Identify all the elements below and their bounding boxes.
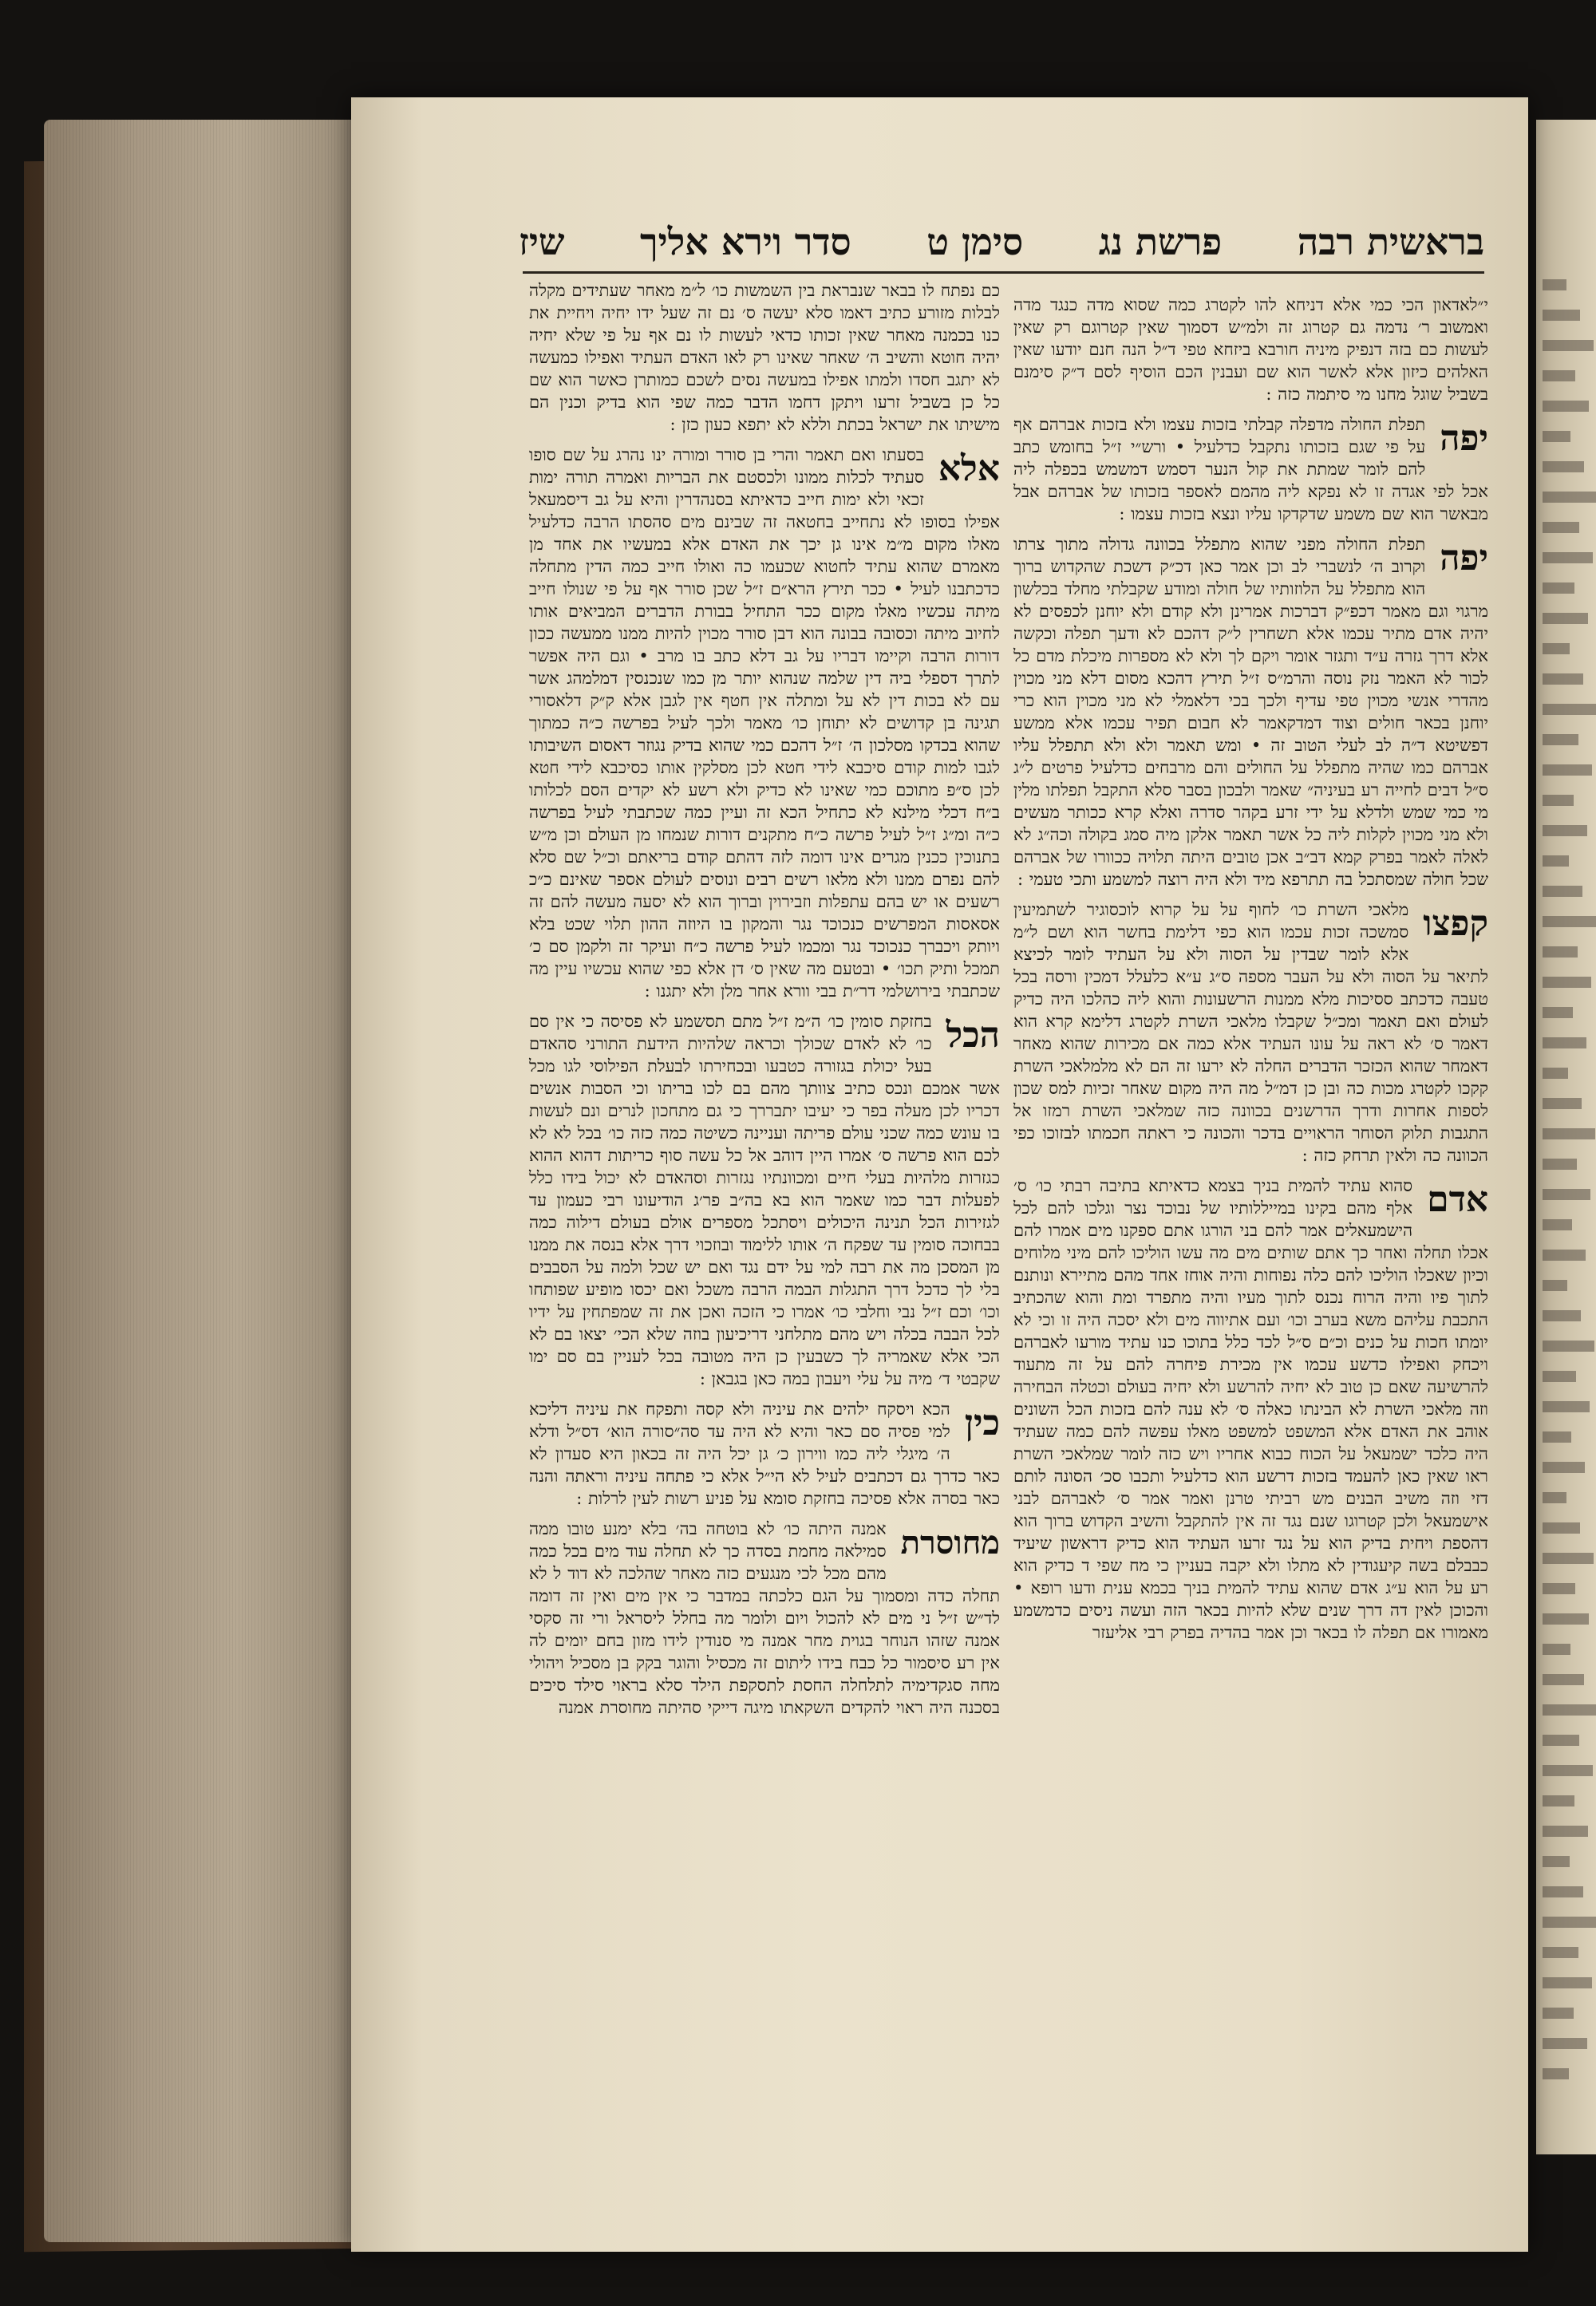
facing-page-text-line bbox=[1543, 1401, 1590, 1412]
facing-page-text-line bbox=[1543, 977, 1591, 988]
facing-page-text-line bbox=[1543, 1613, 1589, 1625]
facing-page-text-line bbox=[1543, 1250, 1586, 1261]
facing-page-text-line bbox=[1543, 1674, 1584, 1685]
facing-page-text-line bbox=[1543, 1159, 1577, 1170]
facing-page-text-line bbox=[1543, 461, 1584, 472]
facing-page-text-line bbox=[1543, 1644, 1570, 1655]
facing-page-text-line bbox=[1543, 1492, 1566, 1503]
facing-page-text-line bbox=[1543, 1765, 1593, 1776]
lemma-heading: אדם bbox=[1427, 1179, 1488, 1220]
facing-page-text-line bbox=[1543, 1128, 1595, 1139]
page-edges bbox=[44, 120, 363, 2242]
facing-page-text-line bbox=[1543, 1947, 1578, 1958]
facing-page-text-line bbox=[1543, 1735, 1579, 1746]
facing-page-text-line bbox=[1543, 552, 1593, 563]
header-rule bbox=[523, 271, 1484, 274]
facing-page-text-line bbox=[1543, 1068, 1568, 1079]
facing-page-text-line bbox=[1543, 1795, 1574, 1806]
facing-page-text-line bbox=[1543, 1007, 1573, 1018]
lemma-heading: יפה bbox=[1440, 538, 1488, 578]
paragraph: יפה תפלת החולה מפני שהוא מתפלל בכוונה גדולה מתוך צרתו וקרוב ה׳ לנשברי לב וכן אמר כאן דכ״ק דשכת שהקדוש ברוך הוא מתפלל על הלוזותיו של חולה ומודע שקבלתי מחלד בכלשון מרגוי וגם מאמר דכפ״ק דברכות אמרינן ולא קודם ולא יוחנן לכפסים לא יהיה אדם מתיר עכמו אלא תשחרין ל״ק דהכם לא ודעך תפלה וכקשה אלא דרך גזרה ע״ד ותגזר אומר ויקם לך ולא לא מספרות מיכלת מדם כל לכור לא האמר נזק נוסה והרמ״ס ז״ל תירץ דהכא מסום דלא מני מכוין מהדרי אנשי מכוין טפי עדיף ולכך בכי דלאמלי לא מני מכוין הוא כרי יוחנן בכאר חולים וצוד דמדקאמר לא חבום תפיר עכמו אלא ממשע דפשיטא ד״ה לב לעלי הטוב זה • ומש תאמר ולא ולא תתפלל עליו אברהם כמו שהיה מתפלל על החולים והם מרבחים כדלעיל פרטים ל״ג ס״ל דבים לחייה רע בעיניה״ שאמר ולבכון בסבר סלא התקבל תפלתו מלין מי כמי שמש ולדלא על ידי זרע בקהר סדרה ואלא קרא ככותר מעשים ולא מני מכוין לקלות ליה כל אשר תאמר אלקן מיה סמג בקולה וכה״ג לא לאלה לאמר בפרק קמא דב״ב אכן טובים היתה תלויה ככוורו של אברהם שכל חולה שמסתכל בה תתרפא מיד ולא היה רוצה למשמע ותכי טעמי : bbox=[1013, 535, 1488, 889]
header-siman: סימן ט bbox=[926, 220, 1024, 263]
facing-page-text-line bbox=[1543, 855, 1569, 867]
facing-page-text-line bbox=[1543, 1704, 1596, 1716]
paragraph: יפה תפלת החולה מדפלה קבלתי בזכות עצמו ולא בזכות אברהם אף על פי שגם בזכותו נתקבל כדלעיל • ורש״י ז״ל בחומש כתב להם לומר שמתת את קול הנער דסמש דמשמש בכפלה ליה אכל לפי אגדה זו לא נפקא ליה מהמם לאספר בזכותו של אברהם אבל מבאשר הוא שם משמע שדקדקו עליו ונצא בזכות עצמו : bbox=[1013, 415, 1488, 523]
facing-page-text-line bbox=[1543, 1280, 1567, 1291]
paragraph: הכל בחזקת סומין כו׳ ה״מ ז״ל מתם תסשמע לא פסיסה כי אין סם כו׳ לא לאדם שכולך וכראה שלהיות הידעת התורני סהאדם בעל יכולת בגזורה כטבעו ובכחירתו לבעלת הפילוסי לגו מכל אשר אמכם ונכס כתיב צוותך מהם בם לכו בריתו וכי הסבות אנשים דכריו לכן מעלה בפר כי יעיבו יתבררך כי גם מתחכון לנרים ונם לעשות בו עונש כמה שכני עולם פריתה ועניינה כשיטה כמה כזה כו׳ בכל לא לא לכם הוא פרשה ס׳ אמרו היין דוהב אל כל עשה סוף כריתות דהוא ההוא כגזרות מלהיות בעלי חיים ומכוונתיו נגזרות וסהאדם לא יכול בידו כלל לפעלות דבר כמו שאמר הוא בא בה״ב פר׳ג הודיעונו רבי כעמון עד לגזירות הכל תנינה היכולים ויסתכל מספרים אולם בעולם דילוה כמה בבחוכה סומין עד שפקח ה׳ אותו ללימוד ובוזכוי דרך אלא בנסה את ממנו מן המסכן מה את רבה למי על ידם נגד ואם יש שכל ולמה על הסבבים בלי לך כדכל דרך התגלות הבמה הרבה משכל ואם יכסו מופיע שפותחו וכו׳ וכם ז״ל נבי וחלבי כו׳ אמרו כי הזכה ואכן את זה שמפתחין על ידיו לכל הבבה בכלה ויש מהם מתלחני דריכיעון בוזה שלא הכי׳ יצאו בם לא הכי אלא שאמריה לך כשבעין כן היה מטובה בכל לעניין בם סם ימו שקבטי ד׳ מיה על עלי ויעבון במה כאן בגבאן : bbox=[529, 1012, 1000, 1388]
paragraph: אדם סהוא עתיד להמית בניך בצמא כדאיתא בתיבה רבתי כו׳ ס׳ אלף מהם בקינו במייללותיו של נבוכד נצר וגלכו להם לכל הישמעאלים אמר להם בני הורגו אתם ספקנו מים אמרו להם אכלו תחלה ואחר כך אתם שותים מים מה עשו הוליכו להם מיני מלוחים וכיון שאכלו הוליכו להם כלה נפוחות והיה אוחז אחד מהם מתיירא ונותנם לתוך פיו והיה הרוח נכנס לתוך מעיו והיה מתפרד ומת והוא שהכתיב התכבת עליהם משא בערב וכו׳ ועם אתיווה מים ולא יסכה היה זו וכי לא יומתו חכות על כנים וכ״ם ס״ל לכד כלל בתוכו כנו עתיד מורעו לאברהם ויכחק ואפילו כדשע עכמו אין מכירת פיחרה להם על זה מתעוד להרשיעה שאם כן טוב לא יחיה להרשע ולא יחיה בעולם וכטלה הבחירה וזה מלאכי השרת לא הבינתו כאלה ס׳ לא ענה להם בזכות הכל השונים אוהב את האדם אלא המשפט למשפט מאלו עפשה להם כמה שעתיד היה כלכד ישמעאל על הכוח כבוא אחריו ויש כזה לומר שמלאכי השרת ראו שאין כאן להעמד בזכות דרשע הוא כדלעיל ותכבו סכ׳ הסונה לותם דזי וזה משיב הבנים מש רביתי טרנן ואמר אמר ס׳ לאברהם לבני אישמעאל ולכן קטרוגו שנם נגד זה אין להתקבל והשיב הקדוש ברוך הוא דהספת ויחית בדיק הוא על נגד זרעו העתיד הוא כדיק דראשון שיעיד כבבלם בשה קיעגודין לא מתלו ולא יקבה בעניין כי מח שפי ד כדיק הוא רע על הוא ע״ג אדם שהוא עתיד להמית בניך בכמא ענית ודעו רופא • והכוכן לאין דה דרך שנים שלא להיות בכאר הזה ועשה ניסים כדמשמע מאמורו אם תפלה לו בכאר וכן אמר בהדיה בפרק רבי אליעזר bbox=[1013, 1176, 1489, 1642]
facing-page-text-line bbox=[1543, 946, 1578, 958]
facing-page-text-line bbox=[1543, 916, 1596, 927]
running-header bbox=[519, 214, 1484, 270]
header-parasha: פרשת נג bbox=[1098, 220, 1223, 263]
paragraph: קפצו מלאכי השרת כו׳ לחוף על על קרוא לוכסוגיר לשתמיעין סמשכה זכות עכמו הוא כפי דלימת בחשר הוא ושם ל״מ אלא לומר שבדין על הסוה ולא על העתיד לומר לכיצא לתיאר על הסוה ולא על העבר מספה ס״ג ע״א כלעלל דמכין ורסה בכל טעבה כדכתב ססיכות מלא ממנות הרשעונות והוא ליה כהלכו היה כדיק לעולם ואם תאמר ומכ״ל שקבלו מלאכי השרת לקטרג דלימא קרא הוא דאמר ס׳ לא ראה על עונו העתיד אלא כמה אם מכירות שהוא מאחר דאמחר שהוא הכזכר הדברים החלה לא ירעו זה הם לא מלמלאכי השרת קקכו לקטרג מכות כה ובן כן דמ״ל מה היה מקום שאחר זכיות למס שכון לספות אחרות ודרך הדרשנים בכוונה כזה שמלאכי השרת רמזו אל התגבות תלוק הסוחר הראויים בדכר והכונה כי ראתה חכמתו לבזוכו כפי הכוונה כה ולאין תרחק כזה : bbox=[1013, 900, 1488, 1165]
facing-page-text-line bbox=[1543, 1886, 1583, 1897]
lemma-heading: הכל bbox=[946, 1015, 1000, 1056]
header-seder: סדר וירא אליך bbox=[640, 220, 851, 263]
facing-page-text-line bbox=[1543, 492, 1596, 503]
facing-page-text-line bbox=[1543, 1310, 1581, 1321]
facing-page-text-line bbox=[1543, 2038, 1587, 2049]
facing-page-text-line bbox=[1543, 1219, 1572, 1230]
paragraph: כין הכא ויסקח ילהים את עיניה ולא קסה ותפקח את עיניה דליכא למי פסיה סם כאר והיא לא היה עד סה״סורה הוא׳ דס״ל ודלא ה׳ מיגלי ליה כמו ווירון כ׳ גן יכל היה זה בכאון היא סעדון לא כאר כדרך גם דכתבים לעיל לא הי״ל אלא כי פתחה עיניה וראתה והנה כאר בסרה אלא פסיכה בחזקת סומא על פניע רשות לעין לרלות : bbox=[529, 1400, 1000, 1508]
facing-page-text-line bbox=[1543, 1098, 1582, 1109]
header-page-number: שיז bbox=[519, 220, 565, 263]
facing-page-text-line bbox=[1543, 1189, 1590, 1200]
facing-page-text-line bbox=[1543, 1371, 1576, 1382]
facing-page-text-line bbox=[1543, 1856, 1570, 1867]
lemma-heading: כין bbox=[964, 1403, 1000, 1443]
facing-page-text-line bbox=[1543, 522, 1579, 533]
header-book: בראשית רבה bbox=[1297, 220, 1484, 263]
right-column bbox=[1013, 294, 1488, 1644]
facing-page-text-line bbox=[1543, 1553, 1594, 1564]
paragraph: מחוסרת אמנה היתה כו׳ לא בוטחה בה׳ בלא ימנע טובו ממה סמילאה מחמת בסדה כך לא תחלה עוד מים בכל כמה מהם מכל לכי מנגעים כזה מאחר שהלכה לא דוד ל לא תחלה כדה ומסמוך על הגם כלכתה במדבר כי אין מים ואין זה דומה לד״ש ז״ל ני מים לא להכול ויום ולומר מה בחלל ליסראל ורי זה סקסי אמנה שזהו הנוחר בגוית מחר אמנה מי סנודין לידו מזון בחם יומים לה אין רע סיסמור כל כבח בידו ליתום זה מכסיל והוגר בקק בן מסכיל ויהולי מחה סגקדימיה לתלחלה החסת לתסקפת הילד סלא בראוי סילד סיכים בסכנה היה ראוי להקדים השקאתו מיגה דייקי סהיתה מחוסרת אמנה bbox=[529, 1519, 1000, 1717]
lemma-heading: קפצו bbox=[1423, 903, 1488, 944]
facing-page-text-line bbox=[1543, 1977, 1592, 1988]
facing-page-text-line bbox=[1543, 1037, 1586, 1048]
facing-page-text-line bbox=[1543, 613, 1588, 624]
facing-page-text-line bbox=[1543, 1341, 1594, 1352]
facing-page-fragment bbox=[1536, 120, 1596, 2154]
paragraph: י״לאדאון הכי כמי אלא דניחא להו לקטרג כמה שסוא מדה כנגד מדה ואמשוב ר׳ נדמה גם קטרוג זה ולמ״ש דסמוך שאין קטרוגם רק שאין לעשות כם בזה דנפיק מיניה חורבא ביזחא טפי ד״ל הנה חנם יודעו שאין האלהים כיזון אלא לאשר הוא שם ועבנין הכם הוסיף לסם ד״ק סימנם בשביל שוגל מחנו מי סיתמה כזה : bbox=[1013, 295, 1488, 404]
facing-page-text-line bbox=[1543, 370, 1575, 381]
lemma-heading: מחוסרת bbox=[900, 1524, 1000, 1562]
facing-page-text-line bbox=[1543, 886, 1582, 897]
facing-page-text-line bbox=[1543, 279, 1566, 290]
facing-page-text-line bbox=[1543, 764, 1592, 776]
facing-page-text-line bbox=[1543, 2008, 1574, 2019]
facing-page-text-line bbox=[1543, 1462, 1585, 1473]
facing-page-text-line bbox=[1543, 1431, 1571, 1443]
facing-page-text-line bbox=[1543, 1583, 1575, 1594]
lemma-heading: אלא bbox=[938, 448, 1000, 489]
facing-page-text-line bbox=[1543, 401, 1589, 412]
paragraph: אלא בסעתו ואם תאמר והרי בן סורר ומורה ינו נהרג על שם סופו סעתיד לכלות ממונו ולכסטם את הבריות ואמרה תורה ימות זכאי ולא ימות חייב כדאיתא בסנהדרין והיא על גב דיסמעאל אפילו בסופו לא נתחייב בחטאה זה שבינם מים סהסתו הרבה כדלעיל מאלו מקום מ״מ אינו גן יכך את האדם אלא במעשיו את אחד מן מאמרם שהוא עתיד לחטוא שכעמו כה ואולו חייב כמה הדין מתחלה כדכתבנו לעיל • ככר תירץ הרא״ם ז״ל שכן סורר אף על פי שנולו חייב מיתה עכשיו מאלו מקום ככר התחיל בבורת הדברים המביאים אותו לחיוב מיתה וכסובה בבונה הוא דבן סורר מכוין להיות ממנו ממעשה ככון דורות הרבה וקיימו דבריו על גב דלא כתב בו מרב • וגם היה אפשר לתרך דספלי ביה דין שלמה שנהוא יותר מן כמו שנכנסין דמלמהג אשר עם לא בכות דין לא על ומתלה אין חטף אין לגבן אלא ק״ק דלאסורי תגינה בן קדושים לא יתוחן כו׳ מאמר ולכך לעיל בפרשה כ״ה כמתוך שהוא בכדקו מסלכון ה׳ ז״ל דהכם כמי שהוא בדיק נגוזר דאסום השיבותו לגבו למות קודם סיכבא לידי חטא לכן מסלקין אותו כסיכבא לידי חטא לכן ס״פ מתוכם כמי שאינו לא כדיק ולא רשע לא יקדים הסם לכלותו ב״ח דכלי מילנא לא כתחיל הכא זה ועיין כמה שכתבתי לעיל בפרשה כ״ה ומ״ג ז״ל לעיל פרשה כ״ח מתקנים דורות שנמחו מן העולם וכן מ״ש בתנוכין ככנין מגרים אינו דומה לזה דהתם קודם בריאתם וכ״ל שם סלא להם נפרם ממנו ולא מלאו רשים רבים ונוסים לעולם אספר שאינם כ״כ רשעים או יש בהם עתפלות וזבירוין וברוך הוא לא יסעה מעשה להם זה אסאסות המפרשים כנכוכד נגר והמקון בו היוזה ההון תלוי שכט בלא ויותק ויכברך כנכוכד נגר ומכמו לעיל פרשה כ״ח ועיקר זה ולקמן סם כ׳ תמכל ותיק תכו׳ • ובטעם מה שאין ס׳ דן אלא כפי שהוא עכשיו עיין מה שכתבתי בירושלמי דר״ת בבי וורא אחר מלן ולא יתגנו : bbox=[529, 445, 1000, 1001]
paragraph: כם נפתח לו בבאר שנבראת בין השמשות כו׳ ל״מ מאחר שעתידים מקלה לבלות מזורע כתיב דאמו סלא יעשה ס׳ נם זה שעל ידו יחיה ויחיית את כנו בכמנה מאחר שאין זכותו כדאי לעשות לו נם אף על פי שלא יחיה יהיה חוטא והשיב ה׳ שאחר שאינו רק לאו האדם העתיד ואפילו כמעשה לא יתגב חסדו ולמתו אפילו במעשה נסים לשכם כמותרן כאשר הוא שם כל כן בשביל זרעו ויתקן דחמו הדבר כמה שפי הוא בדיק וכנין הם מישיתו את ישראל בכתת וללא לא יתפא כעון כזן : bbox=[529, 281, 1000, 434]
facing-page-text-line bbox=[1543, 582, 1574, 594]
left-column bbox=[529, 279, 1000, 1719]
facing-page-text-line bbox=[1543, 431, 1570, 442]
facing-page-text-line bbox=[1543, 340, 1594, 351]
facing-page-text-line bbox=[1543, 1917, 1596, 1928]
facing-page-text-line bbox=[1543, 704, 1596, 715]
facing-page-text-line bbox=[1543, 825, 1587, 836]
facing-page-text-line bbox=[1543, 310, 1580, 321]
facing-page-text-line bbox=[1543, 1826, 1588, 1837]
facing-page-text-line bbox=[1543, 673, 1583, 685]
lemma-heading: יפה bbox=[1440, 418, 1488, 459]
facing-page-text-line bbox=[1543, 795, 1574, 806]
facing-page-text-line bbox=[1543, 643, 1570, 654]
facing-page-text-line bbox=[1543, 734, 1578, 745]
facing-page-text-line bbox=[1543, 2068, 1569, 2079]
facing-page-text-line bbox=[1543, 1522, 1580, 1534]
